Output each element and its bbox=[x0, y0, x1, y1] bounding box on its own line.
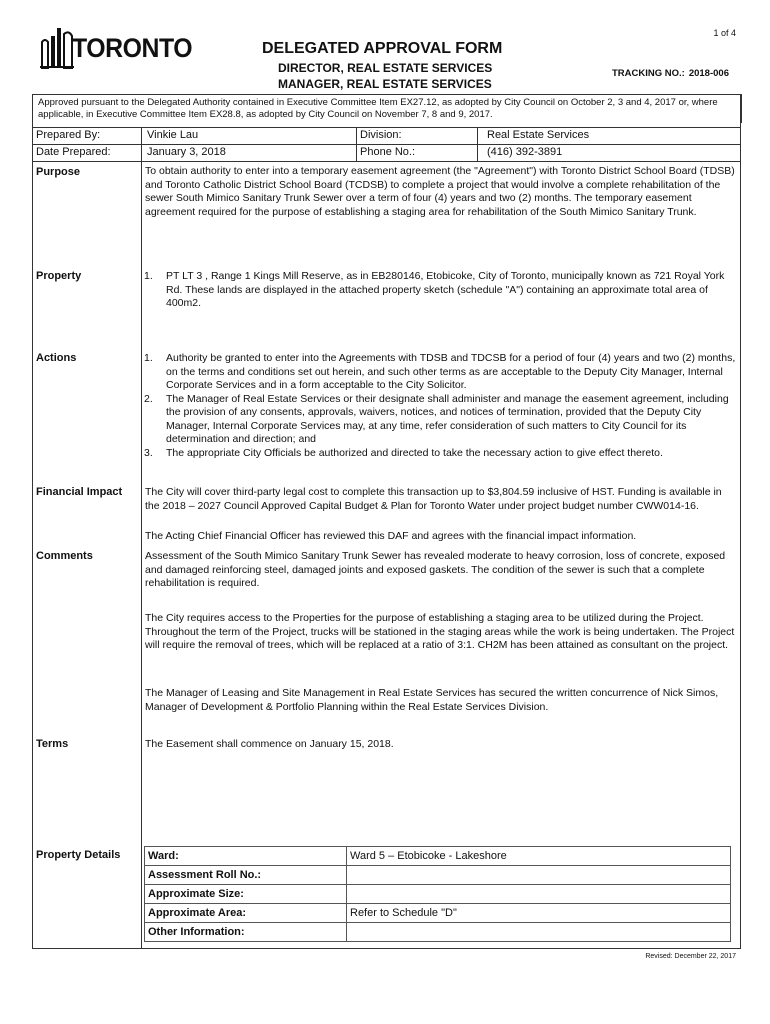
page-number: 1 of 4 bbox=[713, 28, 736, 38]
comments-paragraph-3: The Manager of Leasing and Site Management in Real Estate Services has secured the written concurrence of Nick Simos, Manager of Development & Portfolio Planning within the Real Estate Services Division. bbox=[145, 687, 719, 713]
assessment-roll-label: Assessment Roll No.: bbox=[145, 866, 347, 885]
actions-list bbox=[144, 352, 738, 460]
approximate-size-value bbox=[347, 885, 731, 904]
phone-label: Phone No.: bbox=[360, 146, 416, 158]
financial-review-text: The Acting Chief Financial Officer has reviewed this DAF and agrees with the financial impact information. bbox=[145, 530, 637, 542]
other-information-label: Other Information: bbox=[145, 923, 347, 942]
authority-statement: Approved pursuant to the Delegated Authority contained in Executive Committee Item EX27.12, as adopted by City Council on October 2, 3 and 4, 2017 or, where applicable, in Executive Committee Item EX28.8, as adopted by City Council on November 7, 8 and 9, 2017. bbox=[38, 97, 718, 120]
financial-impact-text: The City will cover third-party legal cost to complete this transaction up to $3,804.59 inclusive of HST. Funding is available in the 2018 – 2027 Council Approved Capital Budget & Plan for Toronto Water under project budget number CWW014-16. bbox=[145, 486, 722, 512]
prepared-by-value: Vinkie Lau bbox=[147, 129, 199, 141]
assessment-roll-value bbox=[347, 866, 731, 885]
terms-label: Terms bbox=[36, 738, 69, 750]
action-item: 1. Authority be granted to enter into the Agreements with TDSB and TDCSB for a period of four (4) years and two (2) months, on the terms and conditions set out herein, and such other terms as are acceptable to the Deputy City Manager, Internal Corporate Services and in a form acceptable to the City Solicitor. bbox=[144, 352, 736, 391]
property-details-table bbox=[144, 846, 731, 942]
form-title: DELEGATED APPROVAL FORM bbox=[262, 40, 503, 57]
table-row bbox=[145, 866, 731, 885]
label-column-divider bbox=[141, 127, 142, 948]
date-prepared-value: January 3, 2018 bbox=[147, 146, 226, 158]
comments-label: Comments bbox=[36, 550, 93, 562]
approver-line-1: DIRECTOR, REAL ESTATE SERVICES bbox=[278, 61, 493, 75]
action-item: 3. The appropriate City Officials be authorized and directed to take the necessary action to give effect thereto. bbox=[144, 446, 663, 459]
table-row bbox=[145, 923, 731, 942]
frame-right bbox=[740, 94, 741, 949]
frame-line-1 bbox=[32, 127, 741, 128]
approximate-size-label: Approximate Size: bbox=[145, 885, 347, 904]
meta-divider-1 bbox=[356, 127, 357, 161]
prepared-by-label: Prepared By: bbox=[36, 129, 101, 141]
approver-line-2: MANAGER, REAL ESTATE SERVICES bbox=[278, 77, 492, 91]
ward-value: Ward 5 – Etobicoke - Lakeshore bbox=[347, 847, 731, 866]
frame-line-3 bbox=[32, 161, 741, 162]
tracking-value: 2018-006 bbox=[688, 68, 729, 79]
frame-left bbox=[32, 122, 33, 949]
ward-label: Ward: bbox=[145, 847, 347, 866]
property-number: 1. bbox=[144, 270, 153, 282]
division-label: Division: bbox=[360, 129, 402, 141]
table-row bbox=[145, 847, 731, 866]
action-item: 2. The Manager of Real Estate Services or their designate shall administer and manage the easement agreement, including the provision of any consents, approvals, waivers, notices, and notices of termination, provided that the Deputy City Manager, Internal Corporate Services may, at any time, refer consideration of such matters to City Council for its determination and direction; and bbox=[144, 392, 729, 445]
division-value: Real Estate Services bbox=[487, 129, 590, 141]
approximate-area-label: Approximate Area: bbox=[145, 904, 347, 923]
financial-impact-label: Financial Impact bbox=[36, 486, 123, 498]
property-label: Property bbox=[36, 270, 82, 282]
revision-date: Revised: December 22, 2017 bbox=[645, 953, 736, 960]
date-prepared-label: Date Prepared: bbox=[36, 146, 111, 158]
tracking-label: TRACKING NO.: bbox=[612, 68, 685, 79]
purpose-text: To obtain authority to enter into a temporary easement agreement (the "Agreement") with Toronto District School Board (TDSB) and Toronto Catholic District School Board (TCDSB) to complete a project that would involve a complete rehabilitation of the sewer South Mimico Sanitary Trunk Sewer over a term of four (4) years and two (2) months. The temporary easement agreement required for the purpose of establishing a staging area for rehabilitation of the South Mimico Sanitary Trunk. bbox=[145, 165, 735, 218]
meta-divider-2 bbox=[477, 127, 478, 161]
phone-value: (416) 392-3891 bbox=[487, 146, 563, 158]
comments-paragraph-2: The City requires access to the Properties for the purpose of establishing a staging area to be utilized during the Project. Throughout the term of the Project, trucks will be stationed in the staging areas while the work is being undertaken. The Project will require the removal of trees, which will be replaced at a ratio of 3:1. CH2M has been attained as consultant on the project. bbox=[145, 612, 735, 651]
approximate-area-value: Refer to Schedule "D" bbox=[347, 904, 731, 923]
table-row bbox=[145, 904, 731, 923]
other-information-value bbox=[347, 923, 731, 942]
frame-bottom bbox=[32, 948, 741, 949]
frame-line-2 bbox=[32, 144, 741, 145]
logo-wordmark: TORONTO bbox=[72, 33, 193, 63]
property-text: PT LT 3 , Range 1 Kings Mill Reserve, as in EB280146, Etobicoke, City of Toronto, municipally known as 721 Royal York Rd. These lands are displayed in the attached property sketch (schedule "A") containing an approximate total area of 400m2. bbox=[166, 270, 725, 309]
tracking-number bbox=[612, 68, 729, 79]
terms-text: The Easement shall commence on January 15, 2018. bbox=[145, 738, 394, 750]
property-details-label: Property Details bbox=[36, 849, 121, 861]
comments-paragraph-1: Assessment of the South Mimico Sanitary Trunk Sewer has revealed moderate to heavy corrosion, loss of concrete, exposed and damaged reinforcing steel, damaged joints and exposed gaskets. The condition of the sewer is such that a complete rehabilitation is required. bbox=[145, 550, 726, 589]
purpose-label: Purpose bbox=[36, 166, 81, 178]
city-hall-icon bbox=[40, 24, 74, 70]
city-of-toronto-logo bbox=[40, 24, 193, 70]
table-row bbox=[145, 885, 731, 904]
actions-label: Actions bbox=[36, 352, 77, 364]
